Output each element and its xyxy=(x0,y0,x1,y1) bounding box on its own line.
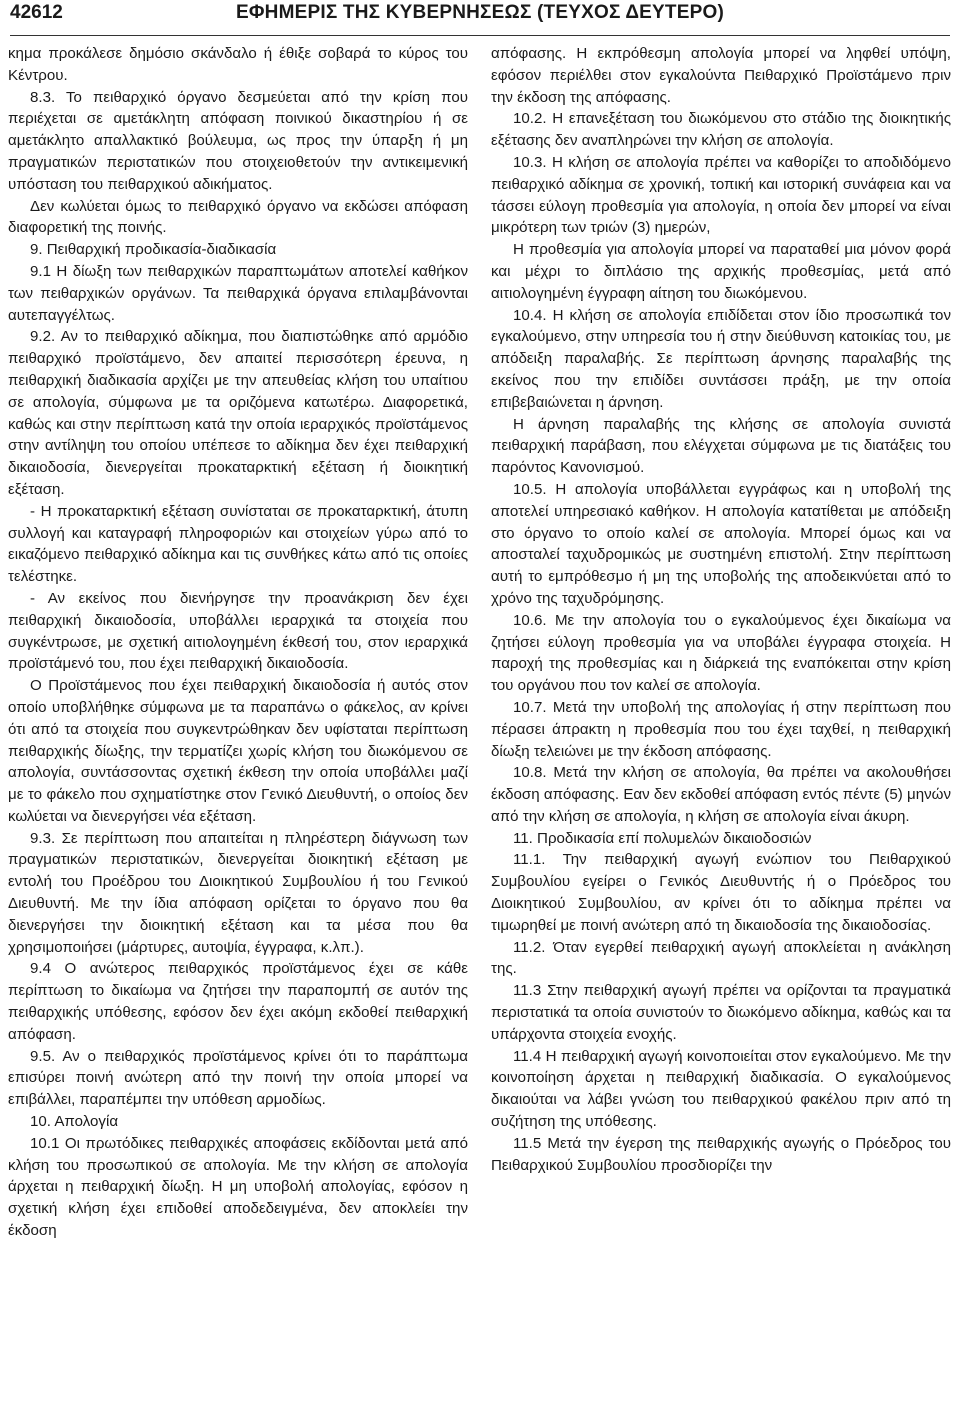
paragraph: κημα προκάλεσε δημόσιο σκάνδαλο ή έθιξε σοβαρά το κύρος του Κέντρου. xyxy=(8,45,468,84)
paragraph: 9.4 Ο ανώτερος πειθαρχικός προϊστάμενος έχει σε κάθε περίπτωση το δικαίωμα να ζητήσει την παραπομπή σε αυτόν της πειθαρχικής υπόθεσης, εφόσον δεν έχει ακόμη εκδοθεί πειθαρχική απόφαση. xyxy=(8,960,468,1043)
paragraph: - Αν εκείνος που διενήργησε την προανάκριση δεν έχει πειθαρχική δικαιοδοσία, υποβάλλει ιεραρχικά τα στοιχεία που συγκέντρωσε, με σχετική αιτιολογημένη έκθεσή του, στον ιεραρχικά προϊστάμενό του, που έχει πειθαρχική δικαιοδοσία. xyxy=(8,589,468,673)
paragraph: 10.6. Με την απολογία του ο εγκαλούμενος έχει δικαίωμα να ζητήσει εύλογη προθεσμία για να υποβάλει έγγραφα στοιχεία. Η παροχή της προθεσμίας και η διάρκειά της εναπόκειται στην κρίση του οργάνου που τον καλεί σε απολογία. xyxy=(491,611,951,695)
paragraph: - Η προκαταρκτική εξέταση συνίσταται σε προκαταρκτική, άτυπη συλλογή και καταγραφή πληροφοριών και στοιχείων γύρω από το εικαζόμενο πειθαρχικό αδίκημα και τις συνθήκες κάτω από τις οποίες τελέστηκε. xyxy=(8,502,468,586)
paragraph: 11.5 Μετά την έγερση της πειθαρχικής αγωγής ο Πρόεδρος του Πειθαρχικού Συμβουλίου προσδιορίζει την xyxy=(491,1134,951,1174)
paragraph: απόφασης. Η εκπρόθεσμη απολογία μπορεί να ληφθεί υπόψη, εφόσον περιέλθει στον εγκαλούντα Πειθαρχικό Προϊστάμενο πριν την έκδοση της απόφασης. xyxy=(491,45,951,106)
section-heading: 10. Απολογία xyxy=(30,1113,119,1131)
paragraph: Η άρνηση παραλαβής της κλήσης σε απολογία συνιστά πειθαρχική παράβαση, που ελέγχεται σύμφωνα με τις διατάξεις του παρόντος Κανονισμού. xyxy=(491,415,951,477)
paragraph: 9.3. Σε περίπτωση που απαιτείται η πληρέστερη διάγνωση των πραγματικών περιστατικών, διενεργείται διοικητική εξέταση με εντολή του Προέδρου του Διοικητικού Συμβουλίου ή του Γενικού Διευθυντή. Με την ίδια απόφαση ορίζεται το όργανο που θα διενεργήσει την διοικητική εξέταση και τα μέσα που θα χρησιμοποιήσει (μάρτυρες, αυτοψία, έγγραφα, κ.λπ.). xyxy=(8,829,468,956)
paragraph: 10.3. Η κλήση σε απολογία πρέπει να καθορίζει το αποδιδόμενο πειθαρχικό αδίκημα σε χρονική, τοπική και ιστορική συνάφεια και να τάσσει εύλογη προθεσμία για απολογία, η οποία δεν μπορεί να είναι μικρότερη των τριών (3) ημερών, xyxy=(491,153,951,237)
section-heading: 11. Προδικασία επί πολυμελών δικαιοδοσιών xyxy=(513,829,812,847)
paragraph: 9.1 Η δίωξη των πειθαρχικών παραπτωμάτων αποτελεί καθήκον των πειθαρχικών οργάνων. Τα πειθαρχικά όργανα επιλαμβάνονται αυτεπαγγέλτως. xyxy=(8,262,468,324)
paragraph: Ο Προϊστάμενος που έχει πειθαρχική δικαιοδοσία ή αυτός στον οποίο υποβλήθηκε σύμφωνα με τα παραπάνω ο φάκελος, αν κρίνει ότι από τα στοιχεία που συγκεντρώθηκαν δεν υφίσταται περίπτωση πειθαρχικής δίωξης, την τερματίζει χωρίς κλήση του διωκόμενου σε απολογία, συντάσσοντας σχετική έκθεση την οποία υποβάλλει μαζί με το φάκελο που σχηματίστηκε στον Γενικό Διευθυντή, ο οποίος δεν κωλύεται να διενεργήσει νέα εξέταση. xyxy=(8,677,468,825)
paragraph: 11.3 Στην πειθαρχική αγωγή πρέπει να ορίζονται τα πραγματικά περιστατικά τα οποία συνιστούν το διωκόμενο αδίκημα, καθώς και τα υπάρχοντα στοιχεία ενοχής. xyxy=(491,982,951,1043)
paragraph: 10.8. Μετά την κλήση σε απολογία, θα πρέπει να ακολουθήσει έκδοση απόφασης. Εαν δεν εκδοθεί απόφαση εντός πέντε (5) μηνών από την κλήση σε απολογία, η κλήση σε απολογία είναι άκυρη. xyxy=(491,764,951,825)
paragraph: 9.2. Αν το πειθαρχικό αδίκημα, που διαπιστώθηκε από αρμόδιο πειθαρχικό προϊστάμενο, δεν απαιτεί περισσότερη έρευνα, η πειθαρχική διαδικασία αρχίζει με την απευθείας κλήση του υπαίτιου σε απολογία, σύμφωνα με τα οριζόμενα κατωτέρω. Διαφορετικά, καθώς και στην περίπτωση κατά την οποία ιεραρχικός προϊστάμενος στην αντίληψη του οποίου υπέπεσε το αδίκημα δεν έχει πειθαρχική δικαιοδοσία, διενεργείται προκαταρκτική εξέταση ή διοικητική εξέταση. xyxy=(8,328,468,498)
paragraph: 11.1. Την πειθαρχική αγωγή ενώπιον του Πειθαρχικού Συμβουλίου εγείρει ο Γενικός Διευθυντής ή ο Πρόεδρος του Διοικητικού Συμβουλίου, αν κρίνει ότι το αδίκημα πρέπει να τιμωρηθεί με ποινή ανώτερη από τη δικαιοδοσία της δικαιοδοσίας. xyxy=(491,851,951,934)
paragraph: 10.4. Η κλήση σε απολογία επιδίδεται στον ίδιο προσωπικά τον εγκαλούμενο, στην υπηρεσία του ή στην διεύθυνση κατοικίας του, με απόδειξη παραλαβής. Σε περίπτωση άρνησης παραλαβής της εκείνος που την επιδίδει συντάσσει πράξη, με την οποία επιβεβαιώνεται η άρνηση. xyxy=(491,306,951,411)
paragraph: 9.5. Αν ο πειθαρχικός προϊστάμενος κρίνει ότι το παράπτωμα επισύρει ποινή ανώτερη από την ποινή την οποία μπορεί να επιβάλλει, παραπέμπει την υπόθεση αρμοδίως. xyxy=(8,1047,468,1109)
section-heading: 9. Πειθαρχική προδικασία-διαδικασία xyxy=(30,241,277,259)
paragraph: 10.7. Μετά την υποβολή της απολογίας ή στην περίπτωση που πέρασει άπρακτη η προθεσμία που του έχει ταχθεί, η πειθαρχική δίωξη τελειώνει με την έκδοση απόφασης. xyxy=(491,698,951,760)
paragraph: 10.5. Η απολογία υποβάλλεται εγγράφως και η υποβολή της αποτελεί υπηρεσιακό καθήκον. Η απολογία κατατίθεται με απόδειξη στο όργανο το οποίο καλεί σε απολογία. Μπορεί όμως και να αποσταλεί ταχυδρομικώς με συστημένη επιστολή. Στην περίπτωση αυτή το εμπρόθεσμο ή μη της υποβολής της αποδεικνύεται από το χρόνο της ταχυδρόμησης. xyxy=(491,480,951,607)
paragraph: 10.2. Η επανεξέταση του διωκόμενου στο στάδιο της διοικητικής εξέτασης δεν αναπληρώνει την κλήση σε απολογία. xyxy=(491,110,951,150)
right-column xyxy=(491,43,951,1176)
page-header xyxy=(0,0,960,40)
paragraph: 11.2. Όταν εγερθεί πειθαρχική αγωγή αποκλείεται η ανάκληση της. xyxy=(491,938,951,978)
gazette-title: ΕΦΗΜΕΡΙΣ ΤΗΣ ΚΥΒΕΡΝΗΣΕΩΣ (ΤΕΥΧΟΣ ΔΕΥΤΕΡΟ) xyxy=(236,2,724,23)
header-divider xyxy=(10,35,950,36)
paragraph: 11.4 Η πειθαρχική αγωγή κοινοποιείται στον εγκαλούμενο. Με την κοινοποίηση άρχεται η πειθαρχική διαδικασία. Ο εγκαλούμενος δικαιούται να λάβει γνώση του πειθαρχικού φακέλου πριν από τη συζήτηση της υπόθεσης. xyxy=(491,1047,951,1131)
paragraph: Η προθεσμία για απολογία μπορεί να παραταθεί μια μόνον φορά και μέχρι το διπλάσιο της αρχικής προθεσμίας, μετά από αιτιολογημένη έγγραφη αίτηση του διωκόμενου. xyxy=(491,241,951,302)
paragraph: 10.1 Οι πρωτόδικες πειθαρχικές αποφάσεις εκδίδονται μετά από κλήση του προσωπικού σε απολογία. Με την κλήση σε απολογία άρχεται η πειθαρχική δίωξη. Η μη υποβολή απολογίας, εφόσον η σχετική κλήση έχει επιδοθεί αποδεδειγμένα, δεν αποκλείει την έκδοση xyxy=(8,1134,468,1240)
page-number: 42612 xyxy=(10,2,63,23)
paragraph: 8.3. Το πειθαρχικό όργανο δεσμεύεται από την κρίση που περιέχεται σε αμετάκλητη απόφαση ποινικού δικαστηρίου ή σε αμετάκλητο απαλλακτικό βούλευμα, ως προς την ύπαρξη ή μη πραγματικών περιστατικών που στοιχειοθετούν την αντικειμενική υπόσταση του πειθαρχικού αδικήματος. xyxy=(8,88,468,193)
paragraph: Δεν κωλύεται όμως το πειθαρχικό όργανο να εκδώσει απόφαση διαφορετική της ποινής. xyxy=(8,197,468,237)
left-column xyxy=(8,43,468,1242)
